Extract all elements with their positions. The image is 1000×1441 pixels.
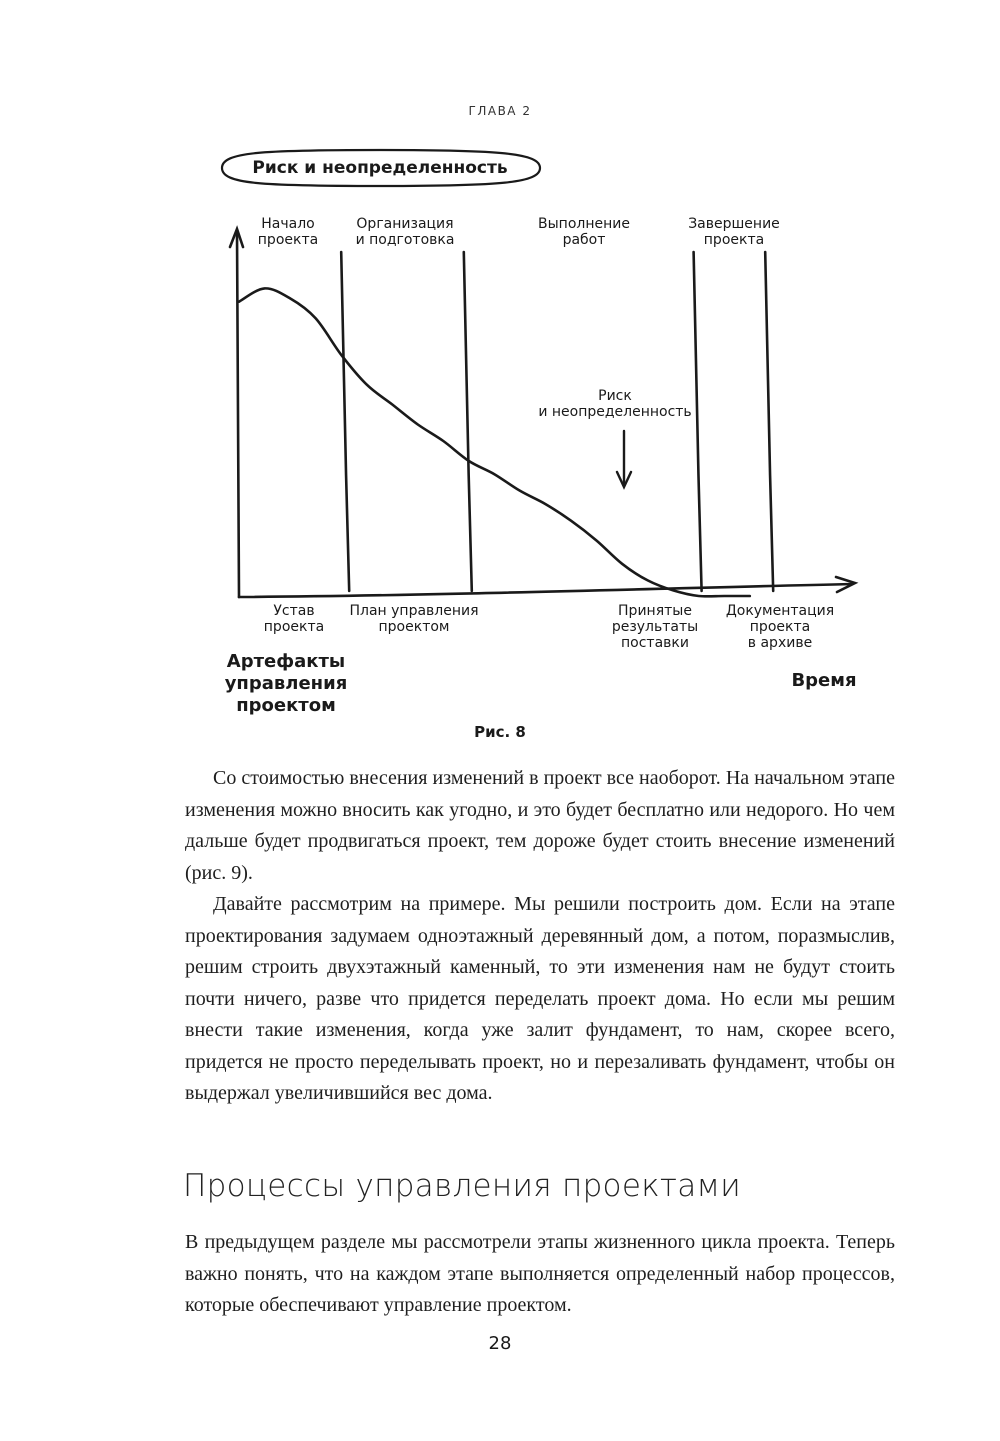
curve-annotation: Риск [598,388,632,404]
phase-label: и подготовка [355,232,455,248]
series-line-risk [239,288,750,596]
phase-label: Выполнение [538,216,630,232]
x-axis-label: Время [791,670,857,691]
curve-annotation: и неопределенность [538,404,692,420]
artifact-label: проектом [378,619,450,635]
artifact-label: Принятые [618,603,692,619]
artifact-label: проекта [263,619,325,635]
artifact-label: результаты [611,619,699,635]
section-paragraph: В предыдущем разделе мы рассмотрели этапы жизненного цикла проекта. Теперь важно понять, что на каждом этапе выполняется определенный набор процессов, которые обеспечивают управление проектом. [185,1231,895,1316]
phase-boundary-line [765,252,773,591]
chart-title: Риск и неопределенность [252,158,508,178]
phase-label: Начало [261,216,315,232]
artifact-label: Документация [725,603,835,619]
artifact-label: Устав [273,603,315,619]
body-paragraph-2: Давайте рассмотрим на примере. Мы решили построить дом. Если на этапе проектирования задумаем одноэтажный деревянный дом, а потом, поразмыслив, решим строить двухэтажный каменный, то эти изменения нам не будут стоить почти ничего, разве что придется переделать проект дома. Но если мы решим внести такие изменения, когда уже залит фундамент, то нам, скорее всего, придется не просто переделывать проект, но и перезаливать фундамент, чтобы он выдержал увеличившийся вес дома. [185,893,895,1104]
body-paragraph-1: Со стоимостью внесения изменений в проект все наоборот. На начальном этапе изменения можно вносить как угодно, и это будет бесплатно или недорого. Но чем дальше будет продвигаться проект, тем дороже будет стоить внесение изменений (рис. 9). [185,767,895,884]
artifact-label: поставки [621,635,689,651]
risk-chart [0,0,1000,720]
phase-boundary-line [341,252,349,591]
y-axis [237,232,239,597]
phase-label: Завершение [688,216,780,232]
artifacts-axis-label: проектом [236,695,336,716]
artifact-label: в архиве [747,635,813,651]
artifacts-axis-label: Артефакты [226,651,346,672]
artifacts-axis-label: управления [224,673,348,694]
page-number: 28 [488,1333,512,1354]
artifact-label: План управления [349,603,479,619]
phase-boundary-line [694,252,702,591]
figure-caption: Рис. 8 [474,723,526,741]
x-axis [239,584,852,597]
section-heading: Процессы управления проектами [183,1168,741,1204]
phase-label: проекта [257,232,319,248]
artifact-label: проекта [749,619,811,635]
phase-boundary-line [464,252,472,591]
phase-label: проекта [703,232,765,248]
running-head: ГЛАВА 2 [468,104,532,118]
phase-label: работ [562,232,606,248]
phase-label: Организация [356,216,454,232]
